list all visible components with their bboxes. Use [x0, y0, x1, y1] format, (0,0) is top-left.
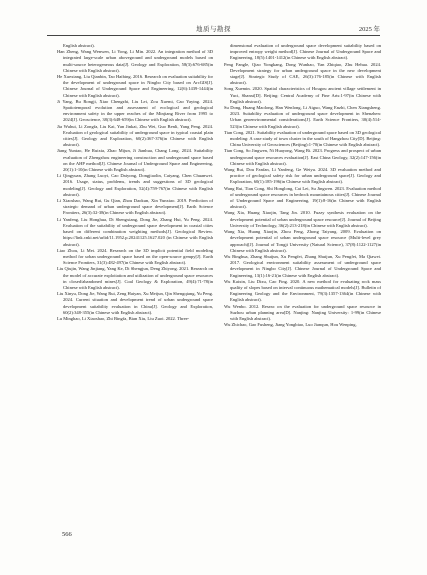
- reference-entry: Li Xiaoshao, Wang Rui, Gu Qian, Zhou Daokun, Xin Yunxiao. 2019. Prediction of strategic demand of urban underground space development[J]. Earth Science Frontiers, 26(3):32-38(in Chinese with English abstract).: [57, 198, 213, 216]
- references-right-column: [224, 43, 381, 328]
- reference-entry: Jia Wuhui, Li Zongfa, Liu Kai, Yan Jinkai, Zhu Wei, Guo Benli, Yang Peng. 2024. Evaluation of geological suitability of underground space in typical coastal plain cities[J]. Geology and Exploration, 60(2):367-376(in Chinese with English abstract).: [57, 123, 213, 148]
- reference-entry: dimensional evaluation of underground space development suitability based on improved entropy weight method[J]. Chinese Journal of Underground Space and Engineering, 18(5):1401-1412(in Chinese with English abstract).: [230, 43, 381, 61]
- page-number: 566: [62, 531, 72, 538]
- reference-entry: Wang Xia, Huang Xiaojin, Zhou Feng, Zhong Taiyang. 2009. Evaluation on development potential of urban underground space resource (Multi-level grey approach)[J]. Journal of Tongji University (Natural Science), 37(8):1122-1127(in Chinese with English abstract).: [224, 229, 381, 253]
- reference-entry: Wu Wenbo. 2012. Reseac on the evaluation for underground space resource in Suzhou urban planning area[D]. Nanjing: Nanjing University: 1-99(in Chinese with English abstract).: [224, 303, 381, 321]
- reference-entry: Song Xuemin. 2020. Spatial characteristics of Hougou ancient village settlement in Yuci, Shanxi[D]. Beijing: Central Academy of Fine Arts:1-97(in Chinese with English abstract).: [224, 86, 381, 104]
- reference-entry: Liu Qiujin, Wang Jinjiang, Yang Ke, Di Shengjun, Deng Zhiyong. 2021. Research on the model of accurate exploitation and utilization of underground space resources in closed/abandoned mines[J]. Coal Geology & Exploration, 49(4):71-78(in Chinese with English abstract).: [57, 266, 213, 290]
- reference-entry: Tian Cong. 2021. Suitability evaluation of underground space based on 3D geological modeling: A case study of town cluster in the south of Hangzhou City[D]. Beijing: China University of Geosciences (Beijing):1-70(in Chinese with English abstract).: [224, 129, 381, 148]
- reference-entry: He Xuexiang, Liu Qianbin, Tao Haibing. 2016. Research on evaluation suitability for the development of underground space in Ningbo City based on ArcGIS[J]. Chinese Journal of Underground Space and Engineering, 12(6):1439-1444(in Chinese with English abstract).: [57, 74, 213, 98]
- reference-entry: Wu Zhichao, Gao Fusheng, Jiang Yongbiao, Luo Jianqun, Hou Wenping,: [224, 322, 357, 328]
- journal-issue: 2025 年: [358, 26, 380, 33]
- reference-entry: Wu Kaixin, Liu Dixu, Cao Fing. 2020. A new method for evaluating rock mass quality of slopes based on interval continuous mathematical models[J]. Bulletin of Engineering Geology and the Environment, 79(3):1357-1364(in Chinese with English abstract).: [224, 278, 381, 303]
- journal-name: 地质与勘探: [196, 26, 231, 33]
- references-left-column: [57, 43, 213, 322]
- reference-entry: Han Zheng, Wang Wenwen, Li Yong, Li Min. 2022. An integration method of 3D integrated large-scale urban aboveground and underground models based on multi-source heterogeneous data[J]. Geology and Exploration, 58(3):676-685(in Chinese with English abstract).: [57, 49, 213, 73]
- reference-entry: Wang Xia, Huang Xiaojin, Tang Jin. 2010. Fuzzy synthesis evaluation on the development potential of urban underground space resource[J]. Journal of Beijing University of Technology, 36(2):213-218(in Chinese with English abstract).: [224, 210, 381, 228]
- reference-entry: English abstract).: [63, 43, 95, 48]
- reference-entry: Wu Binghua, Zhang Shuijun, Xu Pengfei, Zhang Shuijun, Xu Pengfei, Ma Qiawei. 2017. Geological environment suitability assessment of underground space development in Ningbo City[J]. Chinese Journal of Underground Space and Engineering, 13(1):16-21(in Chinese with English abstract).: [224, 253, 381, 278]
- reference-entry: Liu Xinyu, Dong Jie, Wang Rui, Zeng Haiyan, Xu Meijun, Qin Shengqiang, Yu Peng. 2024. Current situation and development trend of urban underground space development suitability evaluation in China[J]. Geology and Exploration, 60(2):348-355(in Chinese with English abstract).: [57, 291, 213, 315]
- reference-entry: Tian Cong, So Jingwen, Ni Huayong, Wang Bi. 2023. Progress and prospect of urban underground space resources evaluation[J]. East China Geology, 32(2):147-156(in Chinese with English abstract).: [224, 148, 381, 166]
- reference-entry: Liao Zhou, Li Mei. 2024. Research on the 3D implicit potential field modeling method for urban underground space based on the open-source gempy[J]. Earth Science Frontiers, 31(3):482-497(in Chinese with English abstract).: [57, 247, 213, 266]
- reference-entry: Peng Fangle, Qiao Yongkang, Dong Wunhao, Yan Zhiqiao, Zhu Hehua. 2024. Development strategy for urban underground space in the new development stage[J]. Strategic Study of CAE, 26(3):176-185(in Chinese with English abstract).: [224, 61, 381, 86]
- reference-entry: Su Dong, Huang Maolong, Han Wenlong, Li Aiguo, Wang Enzhi, Chen Xiangsheng. 2023. Suitability evaluation of underground space development in Shenzhen: Urban geoenvironmental considerations[J]. Earth Science Frontiers, 30(4):514-523(in Chinese with English abstract).: [224, 105, 381, 129]
- reference-entry: Li Qingyuan, Zhang Luoyi, Cao Daiyong, Dongjiaolin, Caiyang, Chen Chuanwei. 2016. Usage, status, problems, trends and suggestions of 3D geological modeling[J]. Geology and Exploration, 52(4):759-767(in Chinese with English abstract).: [57, 173, 213, 197]
- running-header: [47, 22, 380, 36]
- reference-entry: Ji Yang, Bu Rongji, Xiao Chengzhi, Liu Lei, Zou Xuemi, Cao Yaying. 2024. Spatiotemporal evolution and assessment of ecological and geological environment safety in the upper reaches of the Minjiang River from 1995 to 2024[J]. Geoscience, 38(3):648-659(in Chinese with English abstract).: [57, 98, 213, 123]
- reference-entry: Jiang Yuntao, He Ruixia, Zhao Mijun, Ji Jianhua, Chang Long. 2024. Suitability evaluation of Zhengzhou engineering construction and underground space based on the AHP method[J]. Chinese Journal of Underground Space and Engineering, 20(1):1-10(in Chinese with English abstract).: [57, 148, 213, 173]
- reference-entry: Wang Rui, Tian Cong, Shi Honglong, Cai Lei, Su Jingwen. 2023. Evaluation method of underground space resources in bedrock mountainous cities[J]. Chinese Journal of Underground Space and Engineering, 19(1):8-16(in Chinese with English abstract).: [224, 185, 381, 210]
- reference-entry: Lu Minghao, Li Xiaoshao, Zhi Bingfa, Bian Xiu, Liu Zuoi. 2022. Three-: [57, 315, 190, 321]
- header-rule: [47, 35, 380, 36]
- reference-entry: Li Yanfeng, Liu Honghua, Di Shengxiang, Dong Jie, Zhang Hui, Yu Peng. 2024. Evaluation of the suitability of underground space development in coastal cities based on different combination weighting methods[J]. Geological Review. https://link.cnki.net/urlid/11.1952.p.20241125.1627.020 (in Chinese with English abstract).: [57, 216, 213, 247]
- reference-entry: Wang Rui, Dou Fanfan, Li Yanfeng, Ge Weiyu. 2024. 3D evaluation method and practice of geological safety risk for urban underground space[J]. Geology and Exploration, 60(1):185-196(in Chinese with English abstract).: [224, 167, 381, 185]
